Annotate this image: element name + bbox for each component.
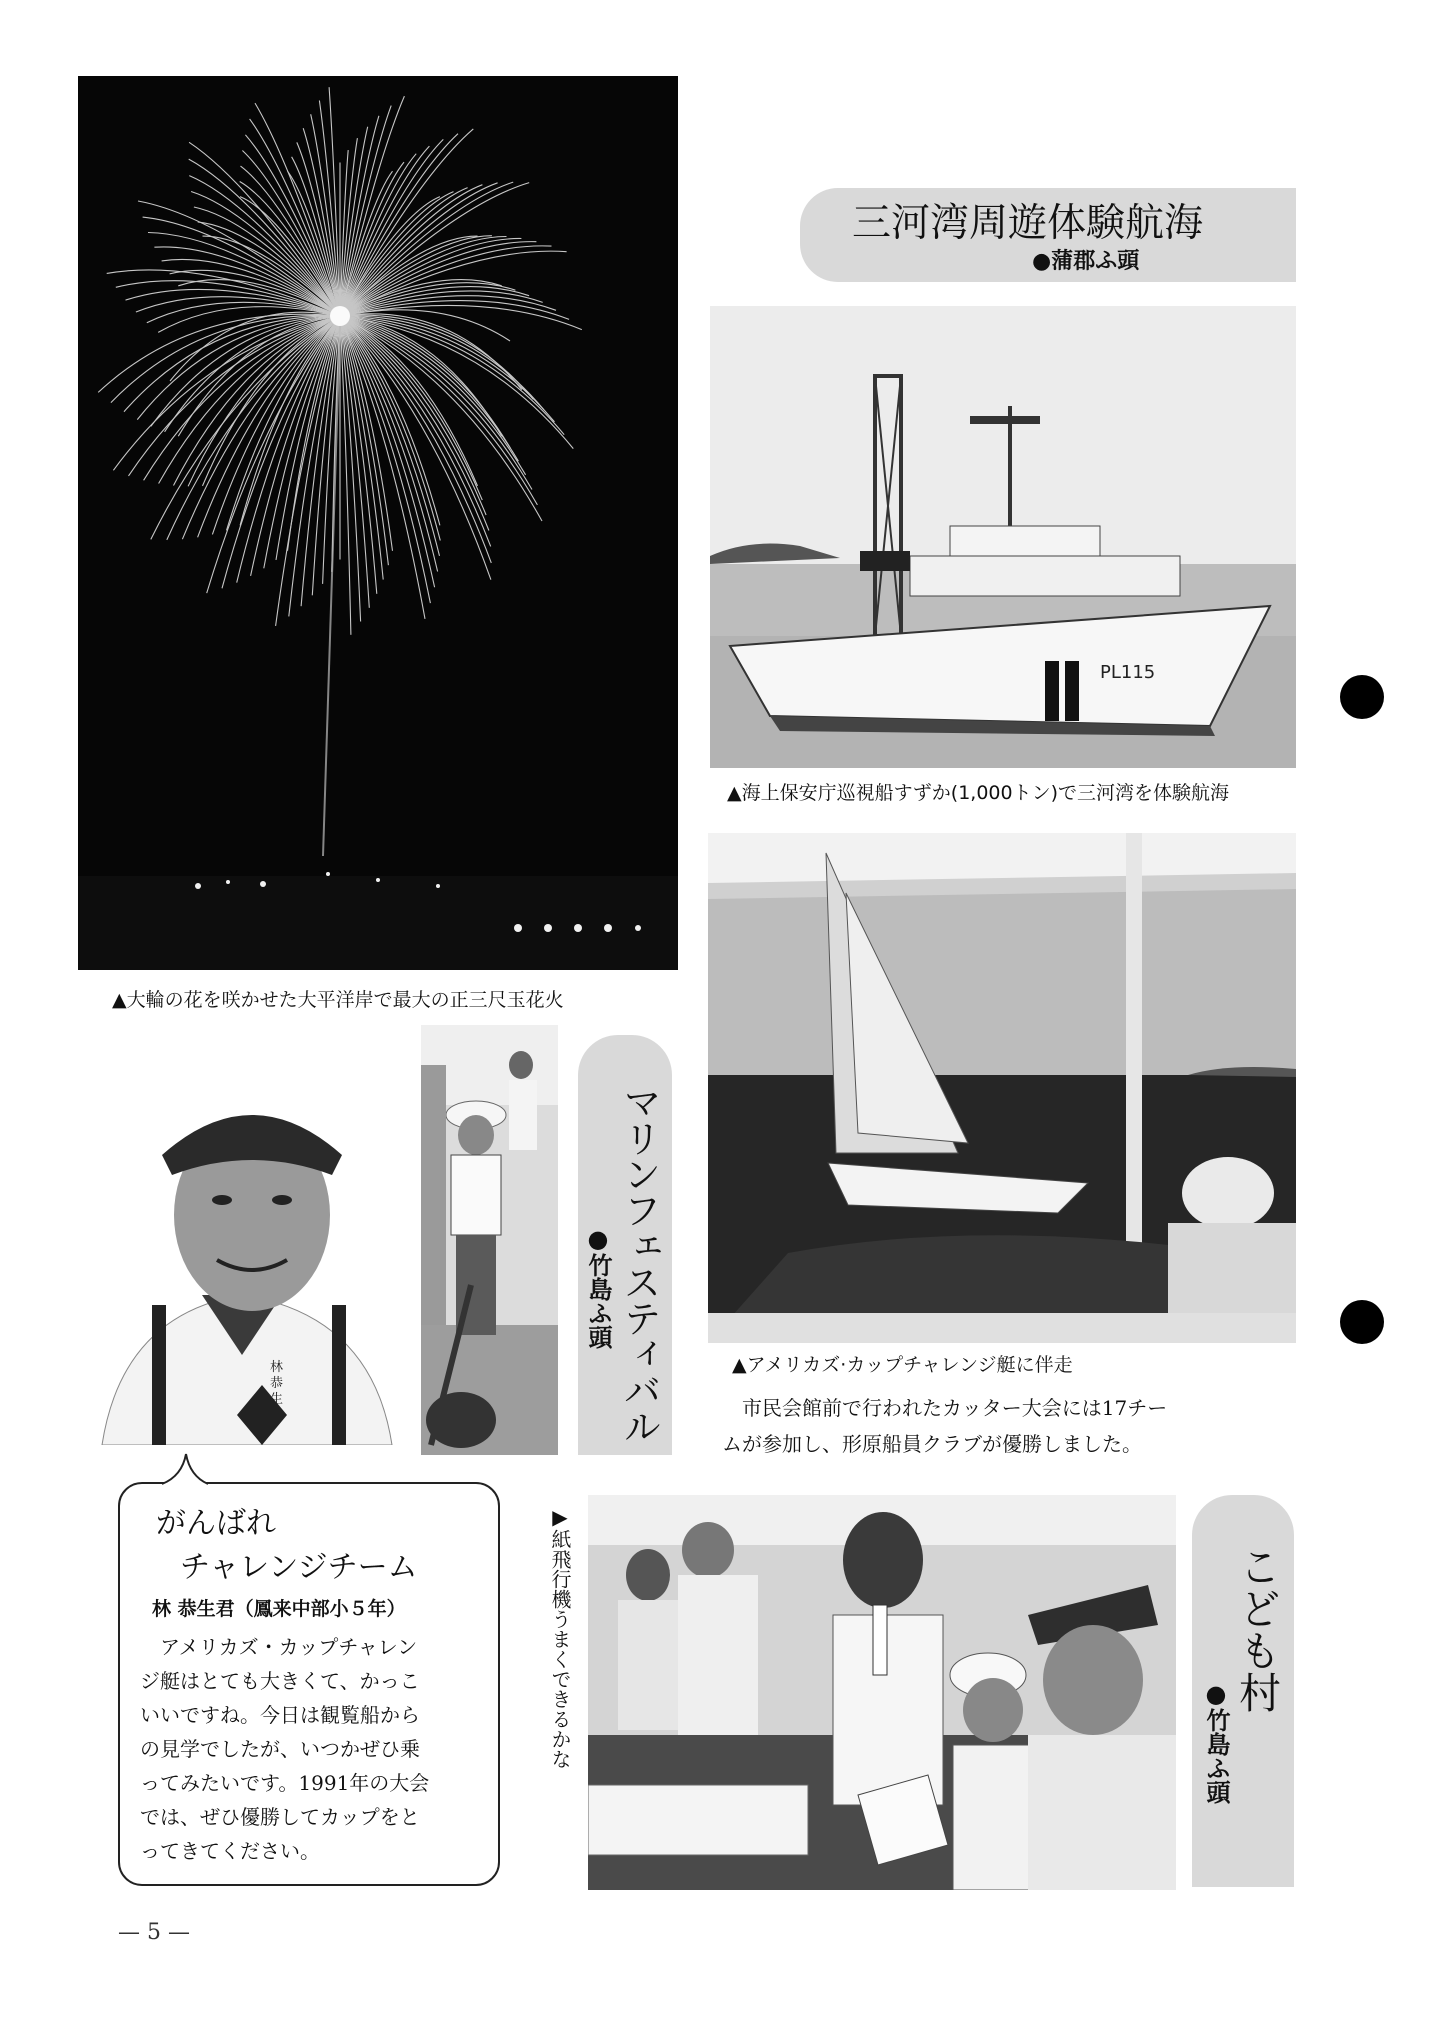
kodomo-location: ●竹島ふ頭 bbox=[1202, 1680, 1230, 1804]
marine-festival-header bbox=[578, 1035, 672, 1455]
ship-hull-number: PL115 bbox=[1100, 662, 1156, 683]
patrol-ship-photo bbox=[710, 306, 1296, 768]
marine-title: マリンフェスティバル bbox=[617, 1083, 661, 1443]
ship-caption: ▲海上保安庁巡視船すずか(1,000トン)で三河湾を体験航海 bbox=[727, 782, 1230, 804]
boy-name-tag: 林恭生 bbox=[270, 1360, 284, 1407]
paper-plane-workshop-photo bbox=[588, 1495, 1176, 1890]
binder-hole-top bbox=[1340, 675, 1384, 719]
cutter-note-line-2: ムが参加し、形原船員クラブが優勝しました。 bbox=[722, 1432, 1142, 1456]
speech-bubble-tail bbox=[160, 1452, 210, 1486]
interview-heading-line-1: がんばれ bbox=[156, 1506, 276, 1541]
cutter-note-line-1: 市民会館前で行われたカッター大会には17チー bbox=[742, 1396, 1168, 1420]
interview-body-line-4: の見学でしたが、いつかぜひ乗 bbox=[140, 1737, 420, 1761]
interview-body-line-3: いいですね。今日は観覧船から bbox=[140, 1703, 420, 1727]
interview-body bbox=[140, 1630, 429, 1868]
interview-body-line-5: ってみたいです。1991年の大会 bbox=[140, 1771, 430, 1795]
mikawa-section-header bbox=[800, 188, 1296, 282]
interview-bubble bbox=[118, 1482, 500, 1886]
mikawa-location: ●蒲郡ふ頭 bbox=[1032, 249, 1140, 274]
binder-hole-bottom bbox=[1340, 1300, 1384, 1344]
marine-location: ●竹島ふ頭 bbox=[584, 1225, 612, 1349]
interview-heading-line-2: チャレンジチーム bbox=[180, 1550, 418, 1585]
cutter-note bbox=[722, 1390, 1167, 1462]
boy-portrait-photo bbox=[92, 1055, 404, 1445]
interview-body-line-1: アメリカズ・カップチャレン bbox=[160, 1635, 418, 1659]
kodomo-title: こども村 bbox=[1233, 1545, 1282, 1713]
mikawa-title: 三河湾周遊体験航海 bbox=[852, 201, 1204, 246]
interview-byline: 林 恭生君（鳳来中部小５年） bbox=[152, 1598, 406, 1620]
yacht-caption: ▲アメリカズ·カップチャレンジ艇に伴走 bbox=[732, 1354, 1073, 1376]
fireworks-photo bbox=[78, 76, 678, 970]
page-number: — 5 — bbox=[118, 1920, 190, 1945]
interview-body-line-2: ジ艇はとても大きくて、かっこ bbox=[140, 1669, 420, 1693]
interview-body-line-7: ってきてください。 bbox=[140, 1839, 320, 1863]
interview-body-line-6: では、ぜひ優勝してカップをと bbox=[140, 1805, 420, 1829]
yacht-photo bbox=[708, 833, 1296, 1343]
kodomo-mura-header bbox=[1192, 1495, 1294, 1887]
kids-stick-photo bbox=[421, 1025, 558, 1455]
paper-plane-caption: ▶紙飛行機うまくできるかな bbox=[548, 1505, 572, 1769]
fireworks-caption: ▲大輪の花を咲かせた大平洋岸で最大の正三尺玉花火 bbox=[112, 989, 564, 1011]
